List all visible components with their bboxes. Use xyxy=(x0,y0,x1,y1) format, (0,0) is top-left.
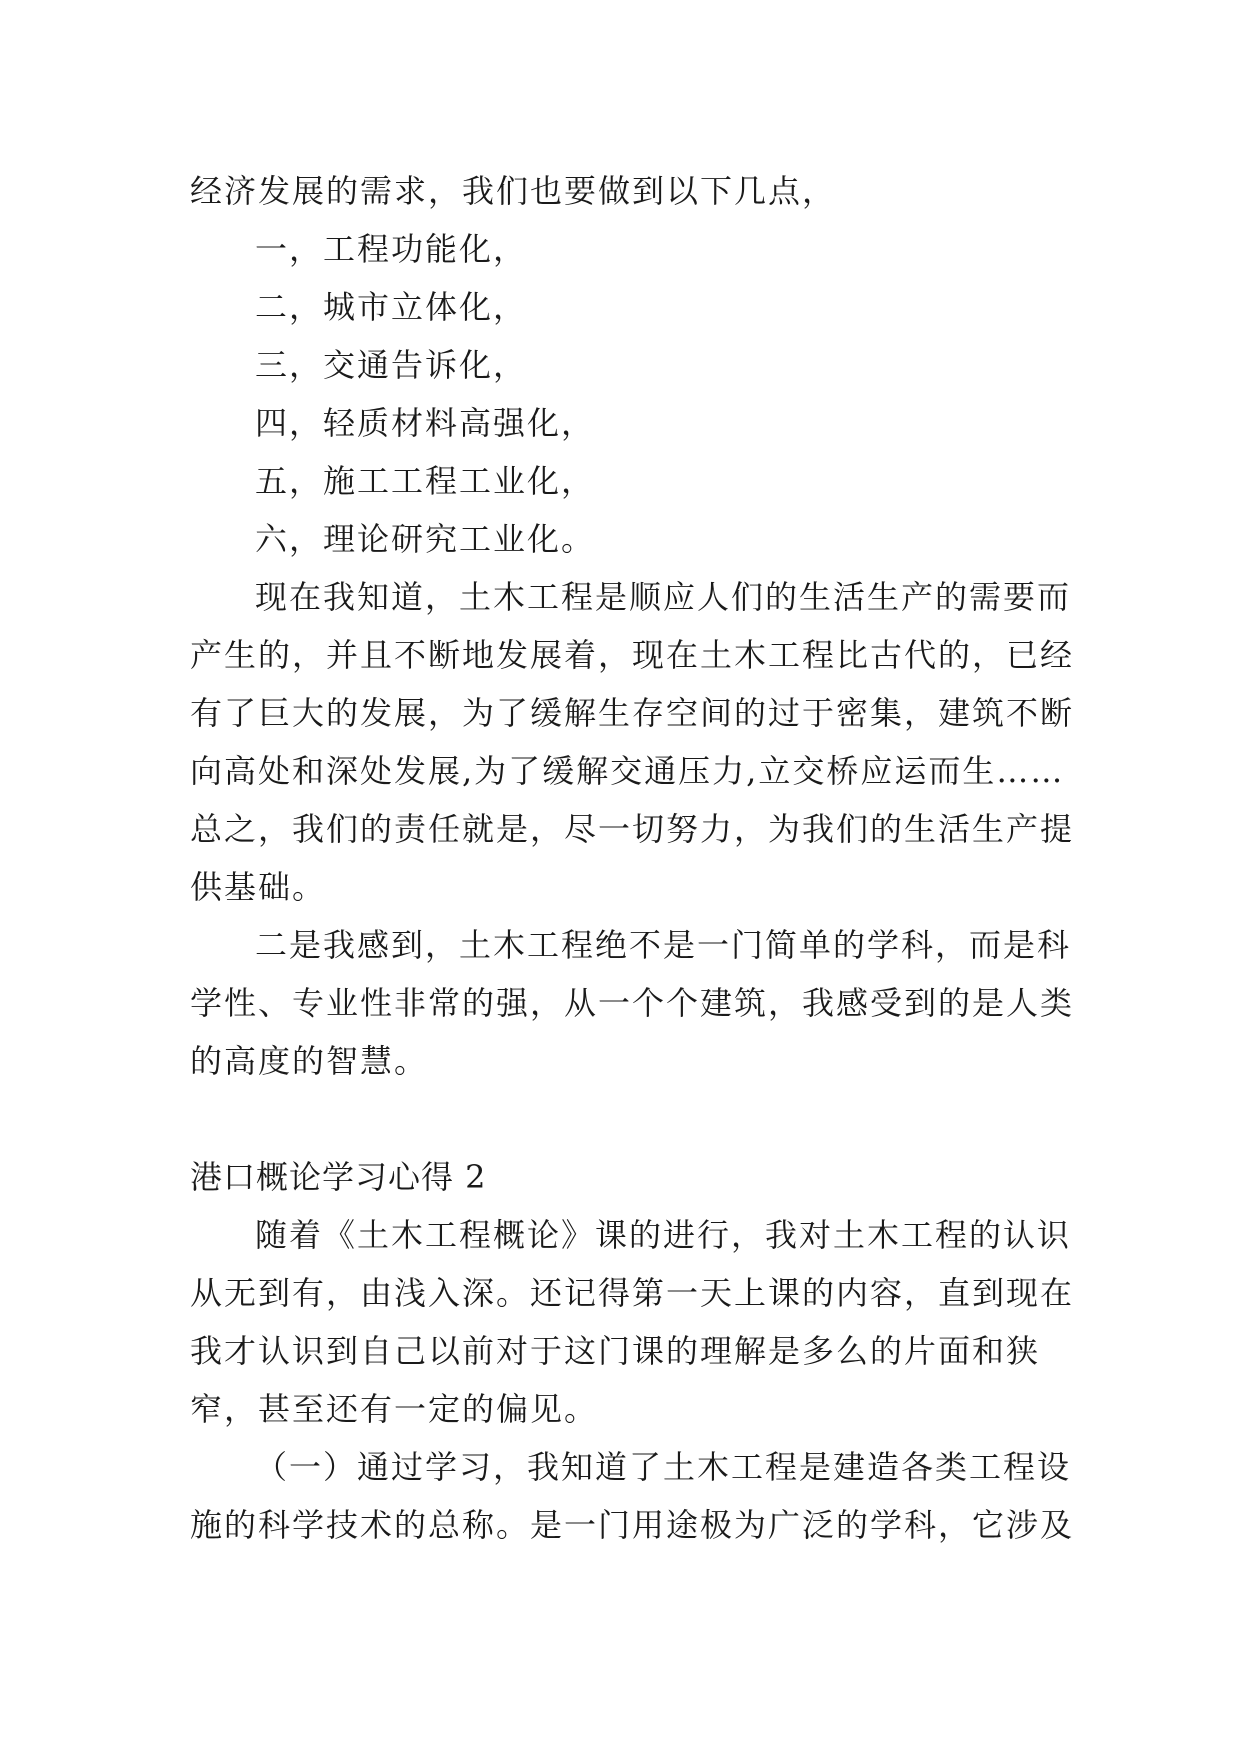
text-line: 有了巨大的发展，为了缓解生存空间的过于密集，建筑不断 xyxy=(190,694,1075,732)
text-line: 的高度的智慧。 xyxy=(190,1042,429,1080)
text-line: 施的科学技术的总称。是一门用途极为广泛的学科，它涉及 xyxy=(190,1506,1075,1544)
list-item: 一，工程功能化， xyxy=(255,230,528,268)
paragraph-start: 随着《土木工程概论》课的进行，我对土木工程的认识 xyxy=(255,1216,1072,1254)
list-item: 六，理论研究工业化。 xyxy=(255,520,596,558)
list-item: 三，交通告诉化， xyxy=(255,346,528,384)
text-line: 供基础。 xyxy=(190,868,327,906)
list-item: 五，施工工程工业化， xyxy=(255,462,596,500)
paragraph-start: 二是我感到，土木工程绝不是一门简单的学科，而是科 xyxy=(255,926,1072,964)
text-line: 经济发展的需求，我们也要做到以下几点， xyxy=(190,172,837,210)
text-line: 我才认识到自己以前对于这门课的理解是多么的片面和狭 xyxy=(190,1332,1041,1370)
list-item: 二，城市立体化， xyxy=(255,288,528,326)
section-title: 港口概论学习心得 2 xyxy=(190,1158,487,1196)
list-item: 四，轻质材料高强化， xyxy=(255,404,596,442)
paragraph-start: 现在我知道，土木工程是顺应人们的生活生产的需要而 xyxy=(255,578,1072,616)
text-line: 从无到有，由浅入深。还记得第一天上课的内容，直到现在 xyxy=(190,1274,1075,1312)
text-line: 学性、专业性非常的强，从一个个建筑，我感受到的是人类 xyxy=(190,984,1075,1022)
document-body xyxy=(190,162,1075,1554)
text-line: 向高处和深处发展,为了缓解交通压力,立交桥应运而生…… xyxy=(190,752,1065,790)
text-line: 窄，甚至还有一定的偏见。 xyxy=(190,1390,599,1428)
paragraph-start: （一）通过学习，我知道了土木工程是建造各类工程设 xyxy=(255,1448,1072,1486)
text-line: 总之，我们的责任就是，尽一切努力，为我们的生活生产提 xyxy=(190,810,1075,848)
section-spacer xyxy=(190,1090,1058,1148)
text-line: 产生的，并且不断地发展着，现在土木工程比古代的，已经 xyxy=(190,636,1075,674)
